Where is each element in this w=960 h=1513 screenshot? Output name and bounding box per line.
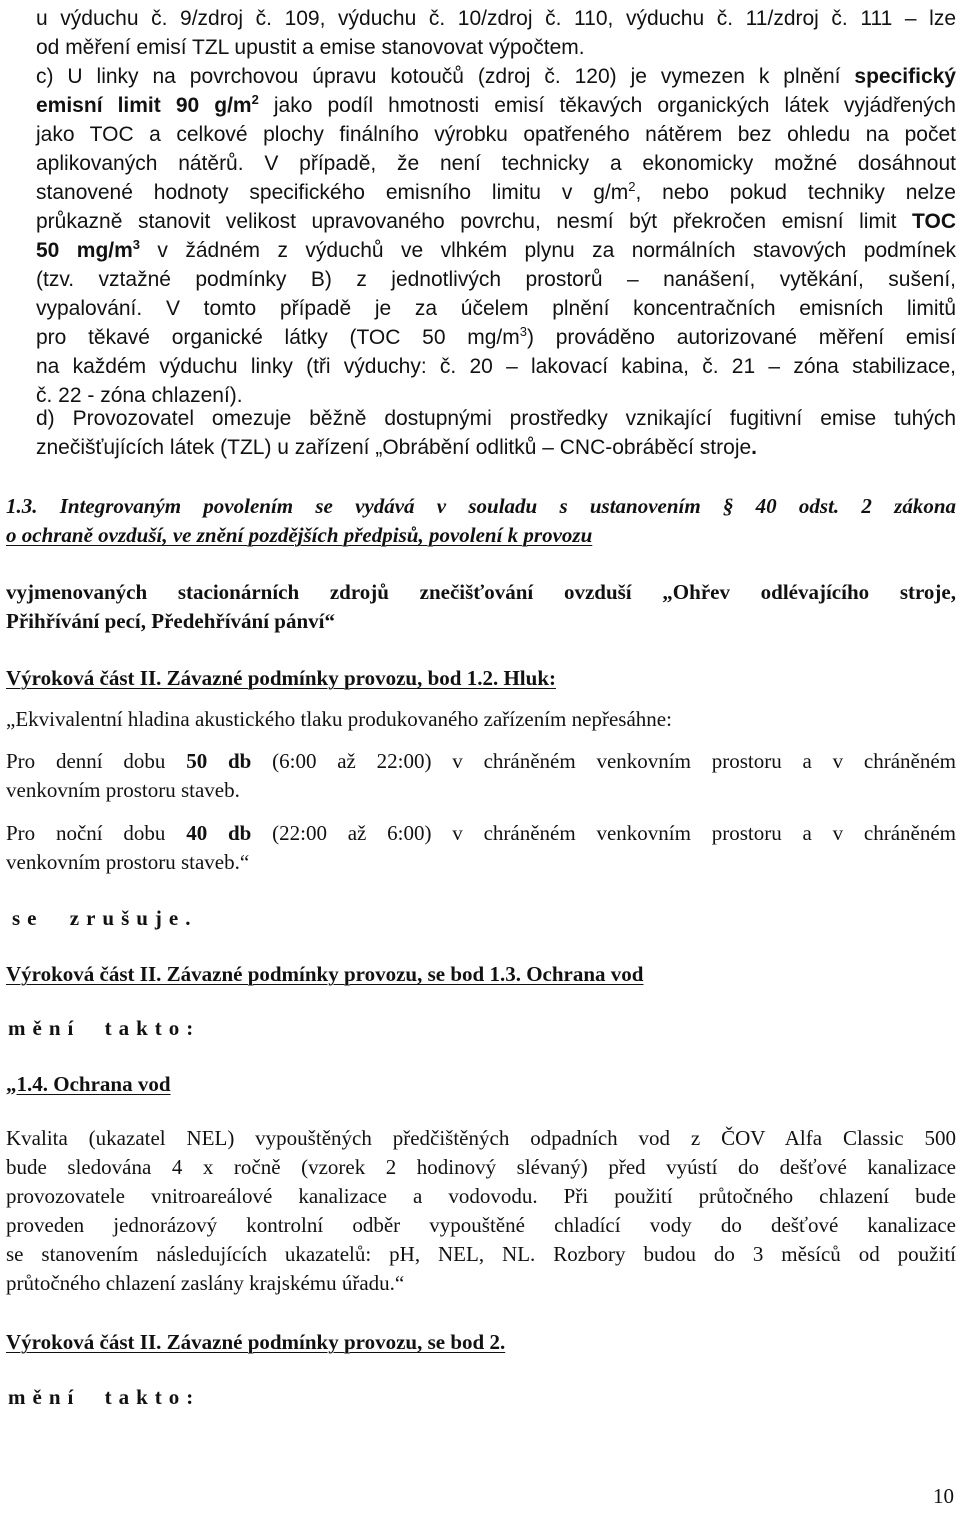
- text-line: [36, 62, 956, 91]
- spaced-text: mění takto:: [8, 1016, 201, 1040]
- meni-line: [8, 1014, 200, 1043]
- text-line: jako TOC a celkové plochy finálního výrobku opatřeného nátěrem bez ohledu na počet: [36, 123, 956, 146]
- section-1-3: [6, 492, 956, 550]
- text-span: , nebo pokud techniky nelze: [635, 181, 956, 204]
- text-line: bude sledována 4 x ročně (vzorek 2 hodinový slévaný) před vyústí do dešťové kanalizace: [6, 1155, 956, 1179]
- hluk-day: [6, 747, 956, 805]
- heading-bod-2: [6, 1328, 956, 1357]
- heading-text: Výroková část II. Závazné podmínky provozu, se bod 1.3. Ochrana vod: [6, 962, 644, 986]
- text-line: (tzv. vztažné podmínky B) z jednotlivých prostorů – nanášení, vytěkání, sušení,: [36, 268, 956, 291]
- text-span: znečišťujících látek (TZL) u zařízení „Obrábění odlitků – CNC-obráběcí stroje: [36, 436, 752, 459]
- text-span: pro těkavé organické látky (TOC 50 mg/m: [36, 326, 520, 349]
- section-line: Přihřívání pecí, Předehřívání pánví“: [6, 609, 335, 633]
- text-line: proveden jednorázový kontrolní odběr vypouštěné chladící vody do dešťové kanalizace: [6, 1213, 956, 1237]
- text-line: [36, 433, 956, 462]
- bold-span: TOC: [912, 210, 956, 233]
- text-span: stanovené hodnoty specifického emisního limitu v g/m: [36, 181, 629, 204]
- text-line: d) Provozovatel omezuje běžně dostupnými prostředky vznikající fugitivní emise tuhých: [36, 407, 956, 430]
- text-line: [36, 323, 956, 352]
- superscript: 2: [251, 92, 259, 107]
- text-line: Kvalita (ukazatel NEL) vypouštěných předčištěných odpadních vod z ČOV Alfa Classic 500: [6, 1126, 956, 1150]
- spaced-text: mění takto:: [8, 1385, 201, 1409]
- heading-text: 1.4. Ochrana vod: [16, 1072, 171, 1096]
- heading-text: Výroková část II. Závazné podmínky provozu, bod 1.2. Hluk:: [6, 666, 556, 690]
- bold-span: 40 db: [186, 821, 252, 845]
- text-line: venkovním prostoru staveb.: [6, 778, 240, 802]
- text-span: V případě, že není technicky a ekonomicky možné dosáhnout: [243, 152, 956, 175]
- quote-mark: „: [6, 1072, 17, 1096]
- text-line: [36, 236, 956, 265]
- text-line: č. 22 - zóna chlazení).: [36, 384, 243, 407]
- section-line: vyjmenovaných stacionárních zdrojů znečišťování ovzduší „Ohřev odlévajícího stroje,: [6, 580, 956, 604]
- text-line: [36, 178, 956, 207]
- text-span: Pro denní dobu: [6, 749, 187, 773]
- text-line: [6, 819, 956, 848]
- heading-hluk: [6, 664, 956, 693]
- heading-ochrana-vod: [6, 960, 956, 989]
- text-line: venkovním prostoru staveb.“: [6, 850, 250, 874]
- bold-span: .: [751, 436, 758, 459]
- text-span: c) U linky na povrchovou úpravu kotoučů (zdroj č. 120) je vymezen k plnění: [36, 65, 855, 88]
- text-line: na každém výduchu linky (tři výduchy: č. 20 – lakovací kabina, č. 21 – zóna stabilizace,: [36, 355, 956, 378]
- text-line: provozovatele vnitroareálové kanalizace a vodovodu. Při použití průtočného chlazení bude: [6, 1184, 956, 1208]
- section-line: 1.3. Integrovaným povolením se vydává v souladu s ustanovením § 40 odst. 2 zákona: [6, 494, 956, 518]
- text-span: jako podíl hmotnosti emisí těkavých organických látek vyjádřených: [258, 94, 956, 117]
- section-line: [6, 521, 956, 550]
- meni-line-2: [8, 1383, 200, 1412]
- text-span: aplikovaných nátěrů.: [36, 152, 244, 175]
- hluk-intro: [6, 705, 956, 734]
- text-span: průkazně stanovit velikost upravovaného povrchu, nesmí být překročen emisní limit: [36, 210, 913, 233]
- ochrana-vod-paragraph: [6, 1124, 956, 1298]
- subheading-1-4: [6, 1070, 956, 1099]
- text-span: 50 mg/m: [36, 239, 133, 262]
- text-span: (22:00 až 6:00) v chráněném venkovním prostoru a v chráněném: [251, 821, 957, 845]
- text-line: od měření emisí TZL upustit a emise stanovovat výpočtem.: [36, 36, 585, 59]
- spaced-text: se zrušuje.: [12, 906, 198, 930]
- text-span: v žádném z výduchů ve vlhkém plynu za normálních stavových podmínek: [140, 239, 956, 262]
- page-number: 10: [933, 1484, 954, 1508]
- bold-span: 50 db: [186, 749, 252, 773]
- superscript: 3: [519, 324, 527, 339]
- section-1-3-sources: [6, 578, 956, 636]
- paragraph-d: [36, 404, 956, 462]
- superscript: 3: [132, 237, 141, 252]
- text-line: [36, 207, 956, 236]
- text-line: „Ekvivalentní hladina akustického tlaku produkovaného zařízením nepřesáhne:: [6, 707, 672, 731]
- paragraph-c: [36, 62, 956, 410]
- text-span: emisní limit 90 g/m: [36, 94, 252, 117]
- text-line: vypalování. V tomto případě je za účelem plnění koncentračních emisních limitů: [36, 297, 956, 320]
- text-line: [6, 747, 956, 776]
- underlined-text: o ochraně ovzduší, ve znění pozdějších předpisů, povolení k provozu: [6, 523, 593, 547]
- bold-span: specifický: [854, 65, 956, 88]
- text-span: (6:00 až 22:00) v chráněném venkovním prostoru a v chráněném: [251, 749, 957, 773]
- text-line: průtočného chlazení zaslány krajskému úřadu.“: [6, 1271, 405, 1295]
- text-line: [36, 91, 956, 120]
- text-span: ) prováděno autorizované měření emisí: [526, 326, 956, 349]
- paragraph-continuation: [36, 4, 956, 62]
- superscript: 2: [628, 179, 636, 194]
- heading-text: Výroková část II. Závazné podmínky provozu, se bod 2.: [6, 1330, 506, 1354]
- bold-span: [36, 94, 259, 117]
- hluk-night: [6, 819, 956, 877]
- bold-span: [36, 239, 140, 262]
- text-span: Pro noční dobu: [6, 821, 187, 845]
- text-line: u výduchu č. 9/zdroj č. 109, výduchu č. 10/zdroj č. 110, výduchu č. 11/zdroj č. 111 – lze: [36, 7, 956, 30]
- text-line: [36, 149, 956, 178]
- text-line: se stanovením následujících ukazatelů: pH, NEL, NL. Rozbory budou do 3 měsíců od použití: [6, 1242, 956, 1266]
- zrusuje-line: [12, 904, 197, 933]
